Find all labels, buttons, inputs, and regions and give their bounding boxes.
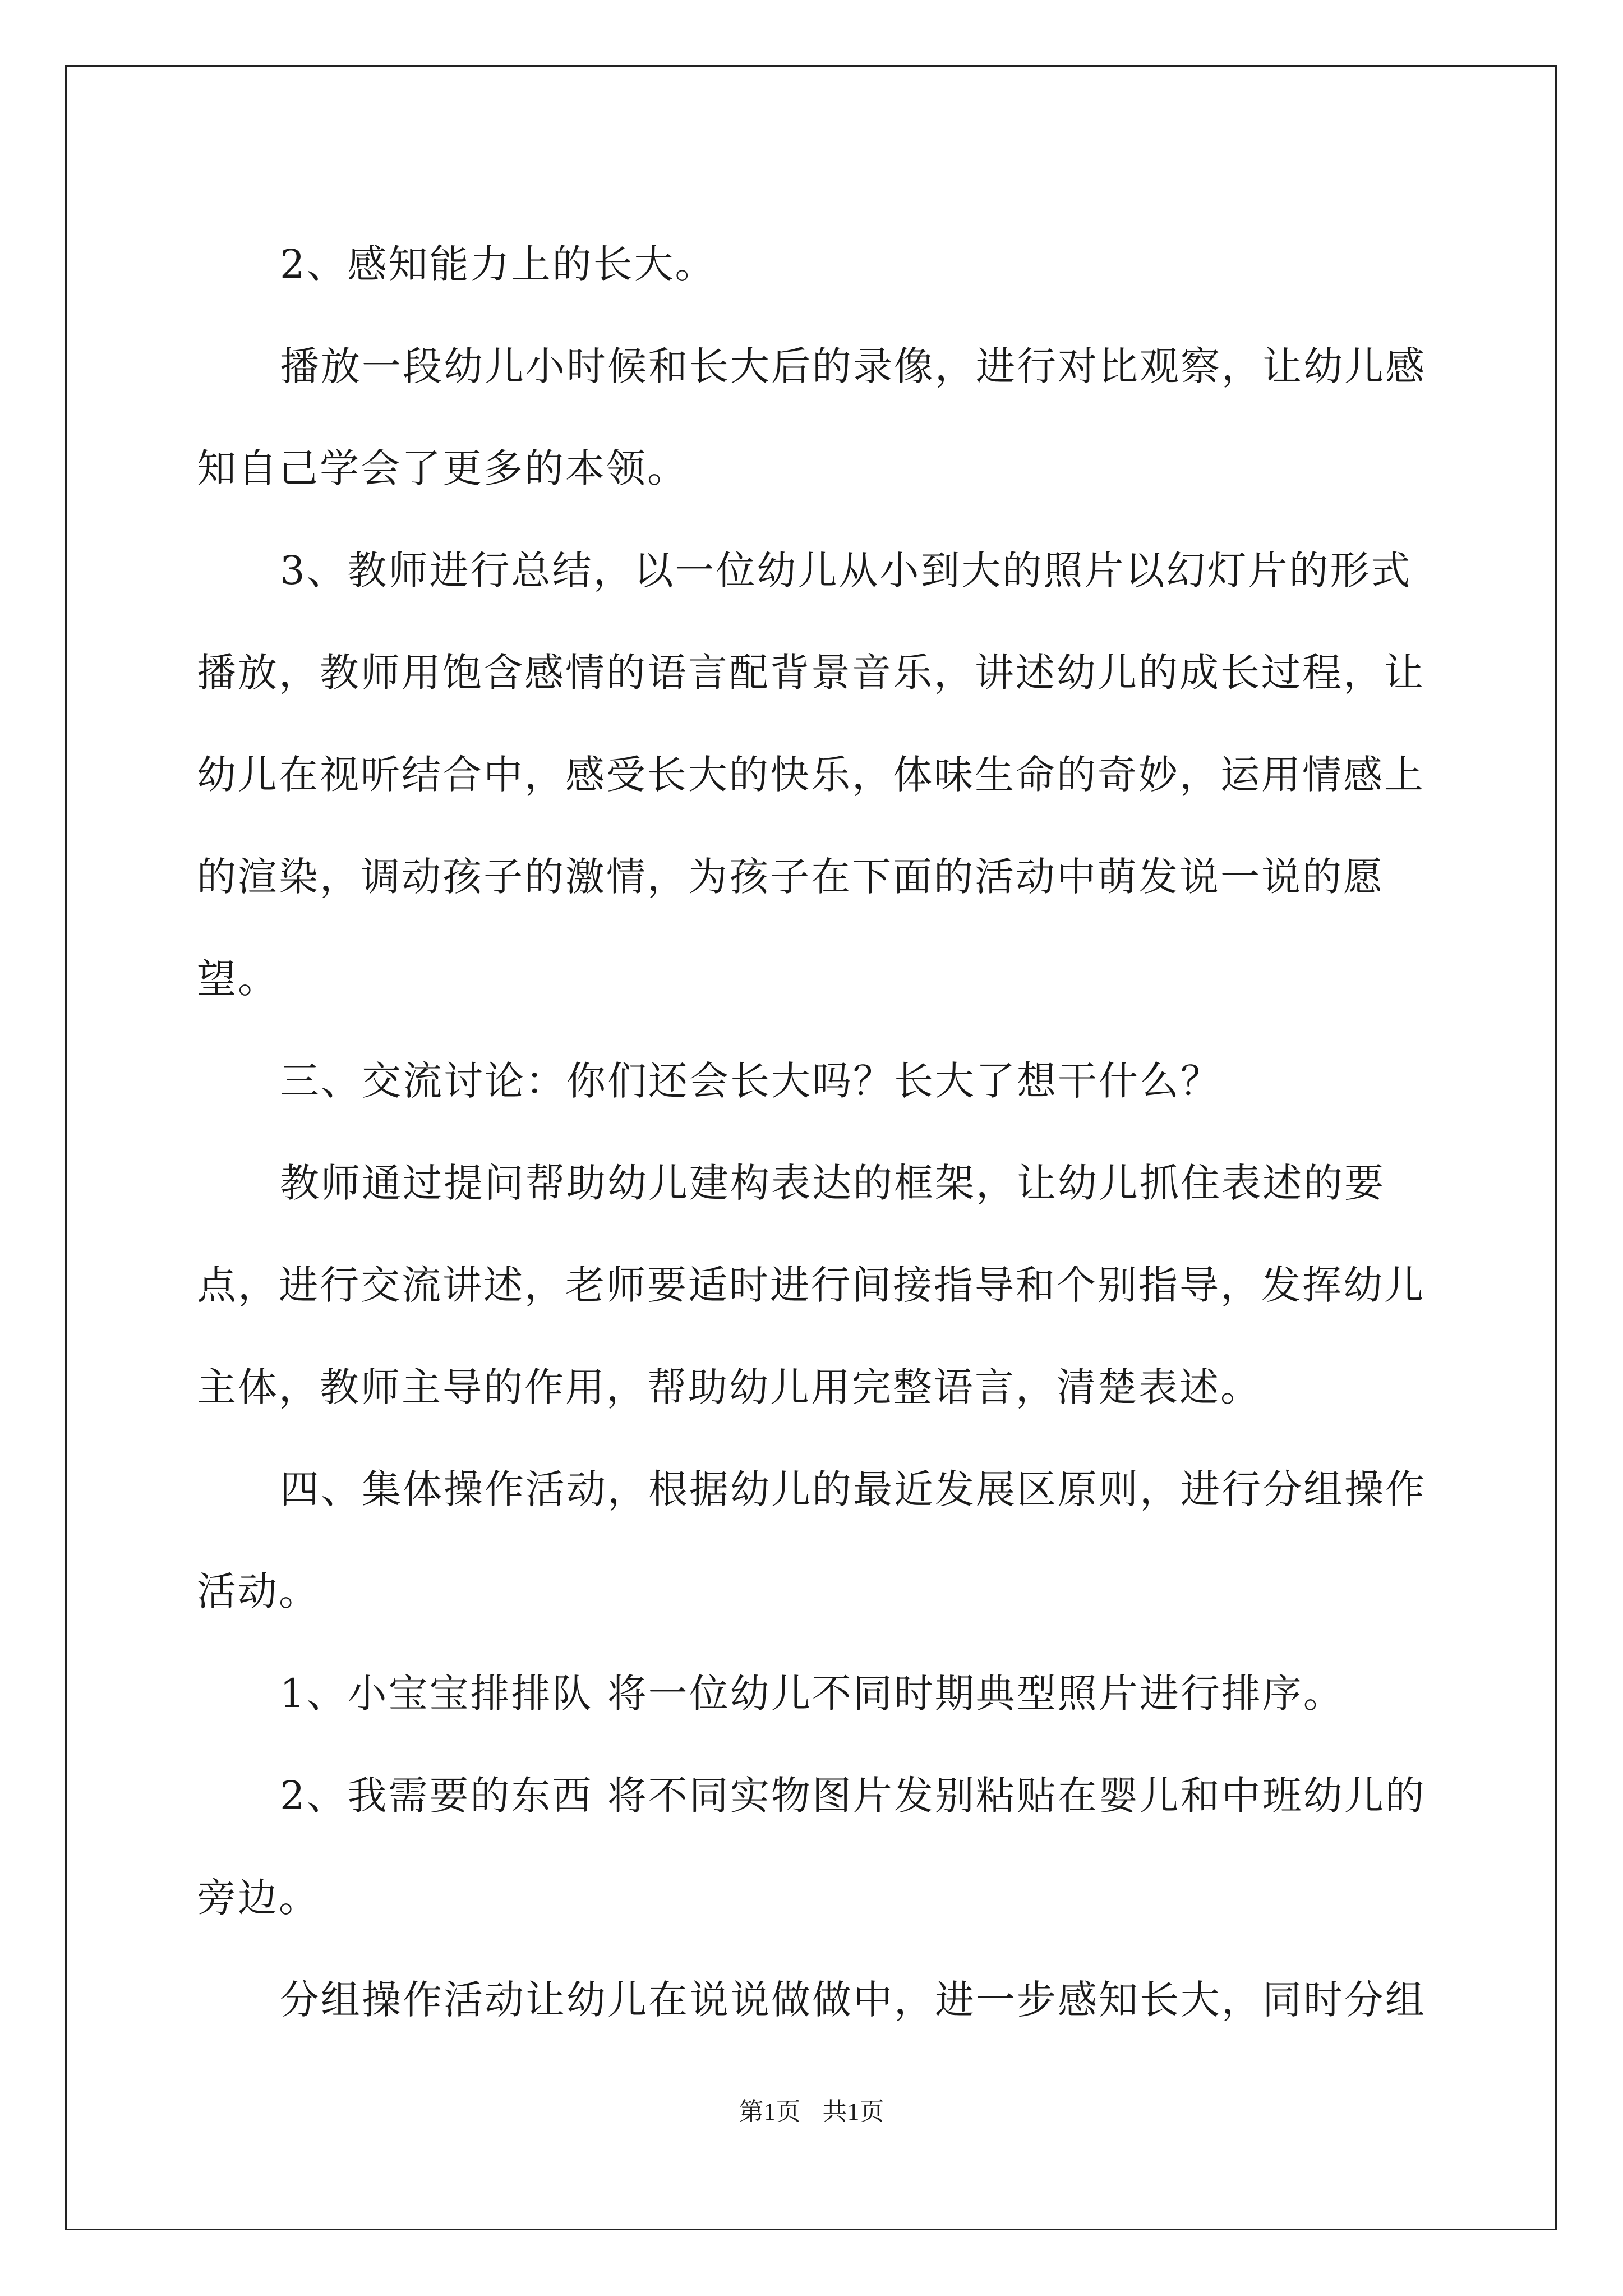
paragraph-9: 分组操作活动让幼儿在说说做做中，进一步感知长大，同时分组 <box>280 1977 1426 2023</box>
page-footer <box>0 2091 1623 2127</box>
page-total: 共1页 <box>822 2098 884 2125</box>
paragraph-5: 教师通过提问帮助幼儿建构表达的框架，让幼儿抓住表述的要点，进行交流讲述，老师要适时进行间接指导和个别指导，发挥幼儿主体，教师主导的作用，帮助幼儿用完整语言，清楚表述。 <box>197 1160 1425 1410</box>
paragraph-7: 1、小宝宝排排队 将一位幼儿不同时期典型照片进行排序。 <box>280 1671 1344 1717</box>
paragraph-4: 三、交流讨论：你们还会长大吗？长大了想干什么？ <box>280 1058 1221 1104</box>
paragraph-2: 播放一段幼儿小时候和长大后的录像，进行对比观察，让幼儿感知自己学会了更多的本领。 <box>197 343 1426 491</box>
paragraph-8: 2、我需要的东西 将不同实物图片发别粘贴在婴儿和中班幼儿的旁边。 <box>197 1773 1426 1921</box>
paragraph-6: 四、集体操作活动，根据幼儿的最近发展区原则，进行分组操作活动。 <box>197 1466 1426 1614</box>
paragraph-1: 2、感知能力上的长大。 <box>280 241 716 287</box>
page-number: 第1页 <box>739 2098 801 2125</box>
paragraph-3: 3、教师进行总结，以一位幼儿从小到大的照片以幻灯片的形式播放，教师用饱含感情的语言配背景音乐，讲述幼儿的成长过程，让幼儿在视听结合中，感受长大的快乐，体味生命的奇妙，运用情感上的渲染，调动孩子的激情，为孩子在下面的活动中萌发说一说的愿望。 <box>197 547 1425 1002</box>
document-body <box>197 213 1431 2051</box>
